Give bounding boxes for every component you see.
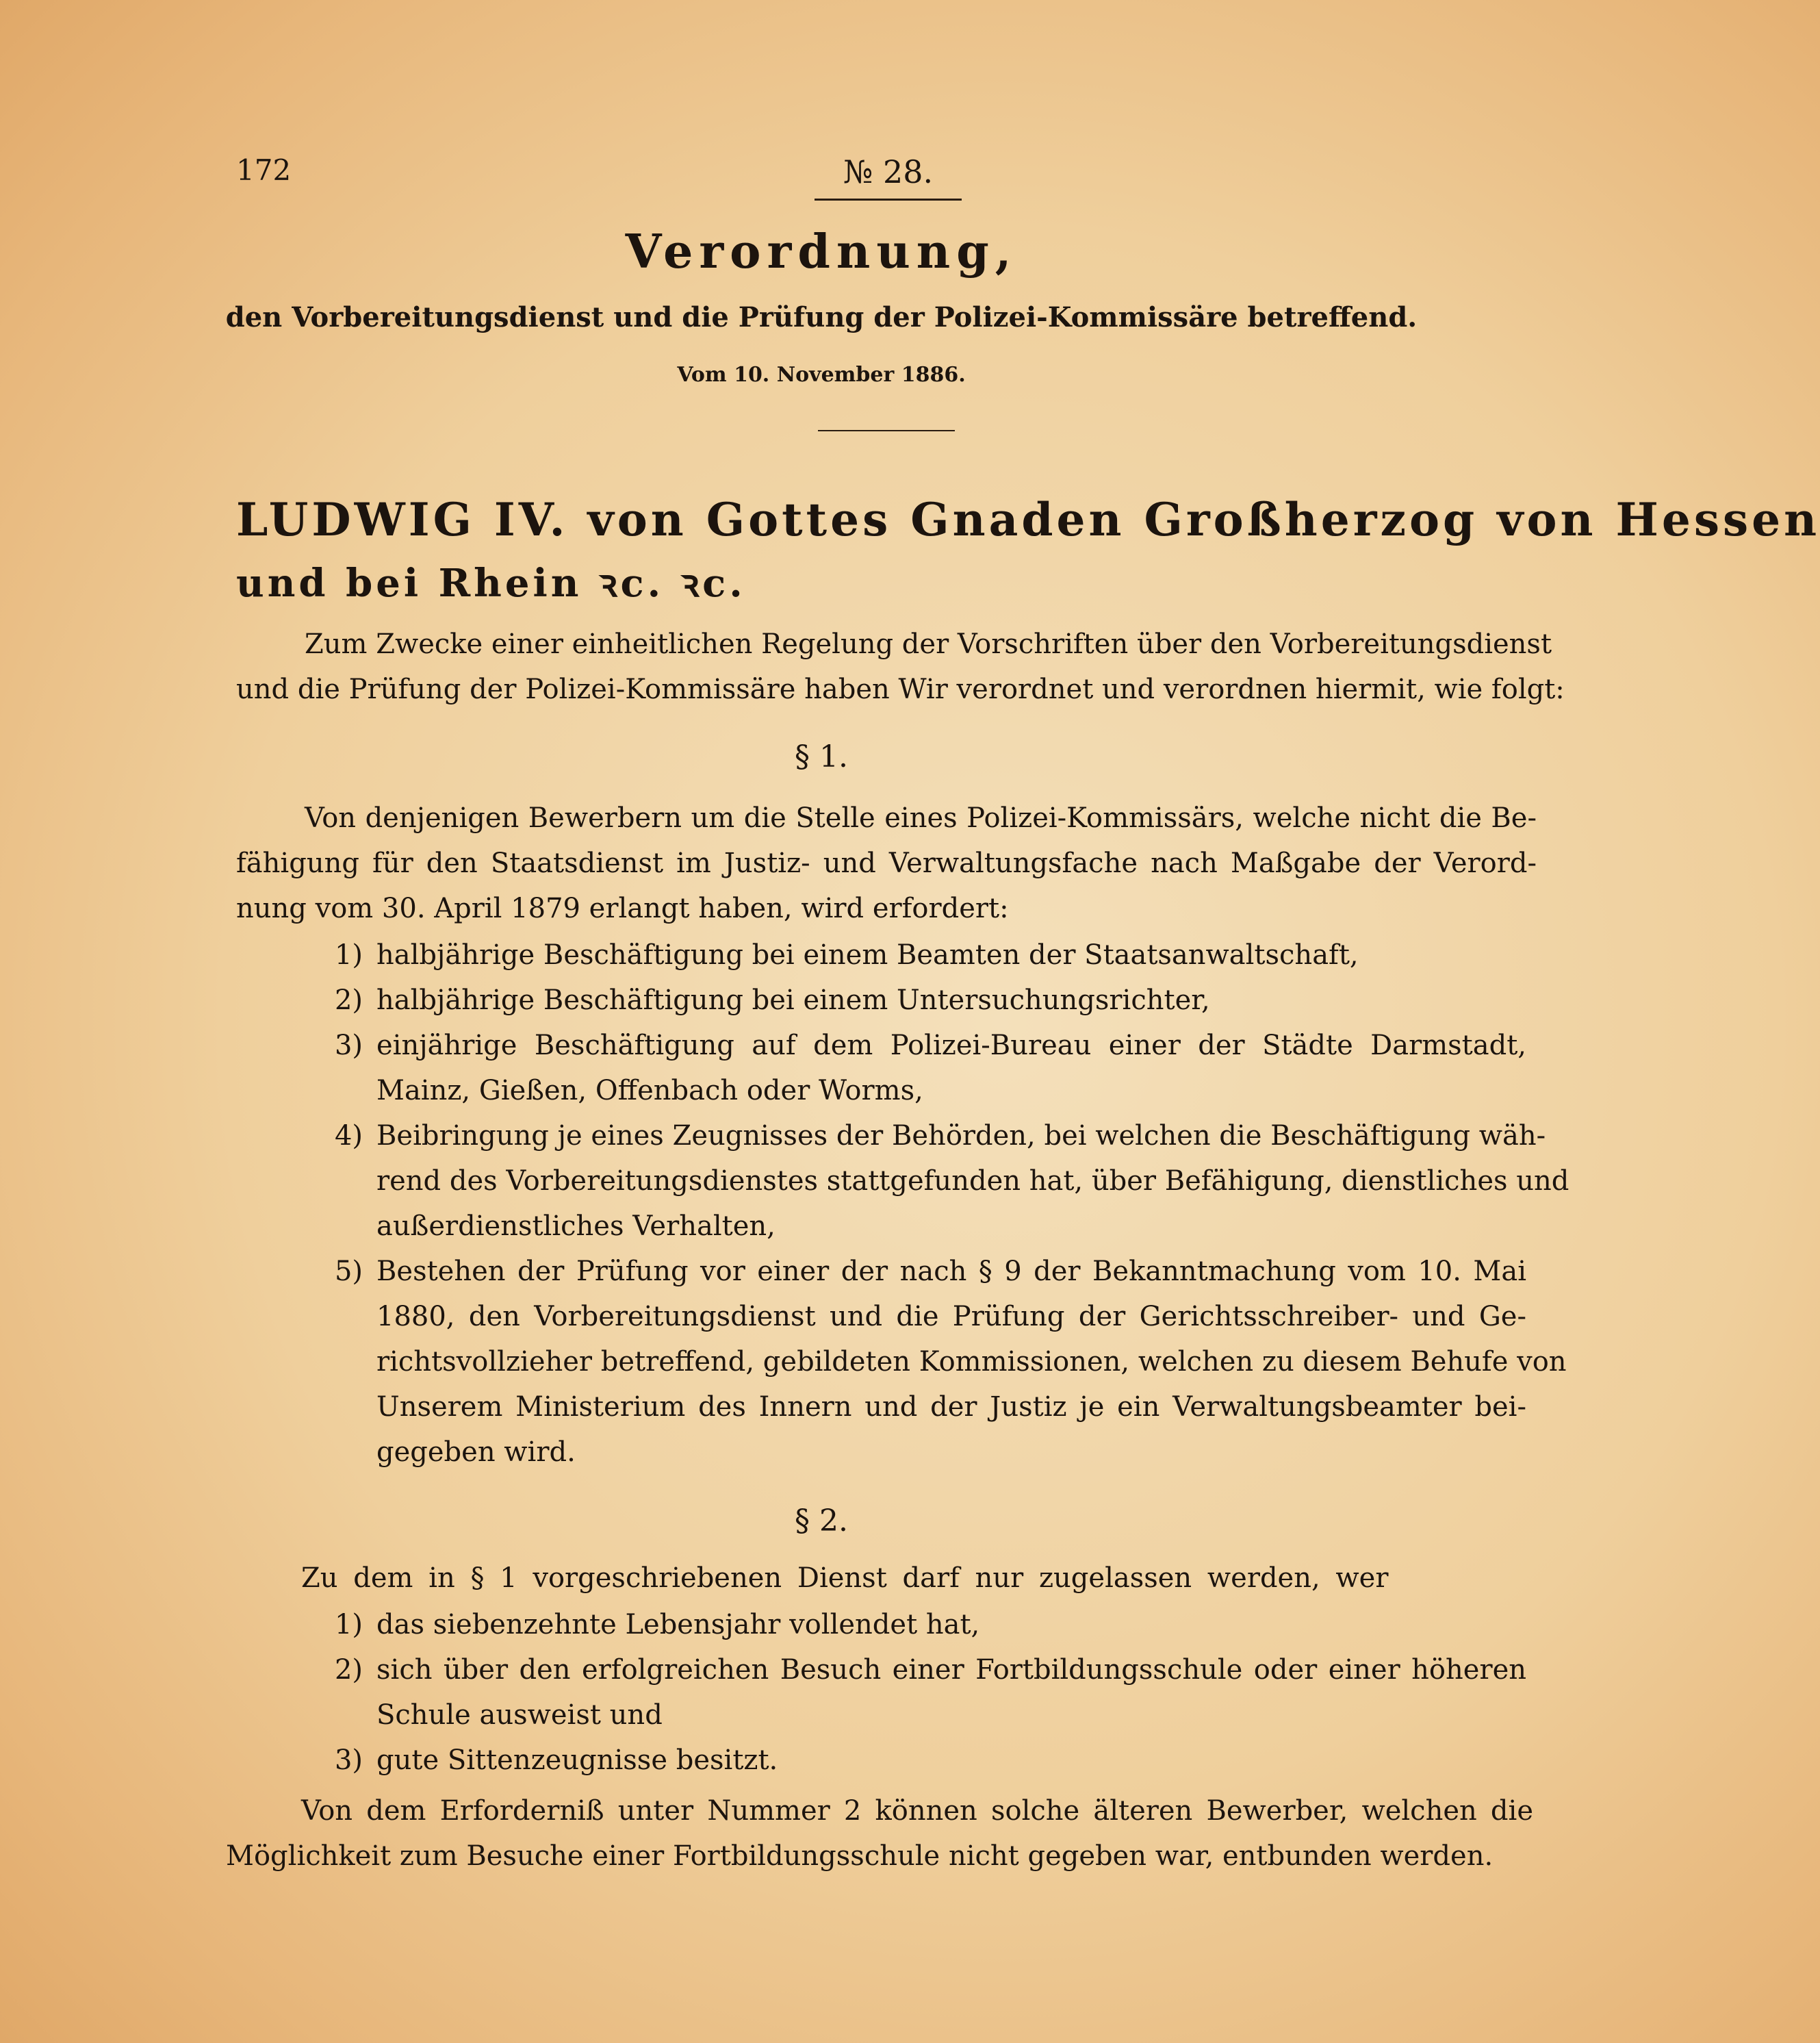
- item-number: 1): [334, 939, 363, 971]
- title-rule: [818, 430, 955, 431]
- item-number: 3): [334, 1030, 363, 1061]
- ruler-title-line1: LUDWIG IV. von Gottes Gnaden Großherzog von Hessen: [236, 493, 1820, 546]
- item-line: halbjährige Beschäftigung bei einem Untersuchungsrichter,: [376, 985, 1210, 1016]
- item-line: gute Sittenzeugnisse besitzt.: [376, 1744, 778, 1776]
- section-2-closing-cont: [226, 1833, 1494, 1879]
- item-line: halbjährige Beschäftigung bei einem Beamten der Staatsanwaltschaft,: [376, 939, 1359, 971]
- preamble: [305, 622, 1552, 667]
- item-number: 3): [334, 1744, 363, 1776]
- item-line: 1880, den Vorbereitungsdienst und die Prüfung der Gerichtsschreiber- und Ge-: [376, 1301, 1526, 1332]
- section-1-heading: § 1.: [795, 739, 848, 774]
- item-line: Mainz, Gießen, Offenbach oder Worms,: [376, 1075, 923, 1106]
- ordinance-number: № 28.: [843, 153, 934, 190]
- item-line: Schule ausweist und: [376, 1699, 663, 1731]
- document-date: Vom 10. November 1886.: [677, 363, 966, 387]
- item-number: 4): [334, 1120, 363, 1152]
- document-subtitle: den Vorbereitungsdienst und die Prüfung der Polizei-Kommissäre betreffend.: [225, 301, 1418, 333]
- item-number: 5): [334, 1256, 363, 1287]
- item-line: sich über den erfolgreichen Besuch einer Fortbildungsschule oder einer höheren: [376, 1654, 1526, 1686]
- item-number: 2): [334, 1654, 363, 1686]
- section-2-intro: [301, 1556, 1533, 1601]
- item-line: Beibringung je eines Zeugnisses der Behörden, bei welchen die Beschäftigung wäh-: [376, 1120, 1546, 1152]
- section-1-intro-line: nung vom 30. April 1879 erlangt haben, wird erfordert:: [236, 893, 1009, 924]
- preamble-line: Zum Zwecke einer einheitlichen Regelung der Vorschriften über den Vorbereitungsdienst: [305, 629, 1552, 660]
- document-title: Verordnung,: [625, 225, 1018, 279]
- section-2-heading: § 2.: [795, 1503, 848, 1538]
- item-number: 2): [334, 985, 363, 1016]
- page-number: 172: [236, 153, 292, 187]
- section-1-intro-line: Von denjenigen Bewerbern um die Stelle eines Polizei-Kommissärs, welche nicht die Be-: [305, 802, 1537, 834]
- ruler-title-line2: und bei Rhein ꝛc. ꝛc.: [236, 561, 746, 606]
- section-1-intro: [305, 796, 1537, 841]
- section-2-closing-line: Von dem Erforderniß unter Nummer 2 können solche älteren Bewerber, welchen die: [301, 1795, 1533, 1827]
- header-rule: [815, 199, 962, 201]
- item-line: Bestehen der Prüfung vor einer der nach § 9 der Bekanntmachung vom 10. Mai: [376, 1256, 1526, 1287]
- item-line: richtsvollzieher betreffend, gebildeten Kommissionen, welchen zu diesem Behufe von: [376, 1346, 1567, 1378]
- item-number: 1): [334, 1609, 363, 1640]
- section-2-closing: [301, 1788, 1533, 1833]
- section-2-closing-line: Möglichkeit zum Besuche einer Fortbildungsschule nicht gegeben war, entbunden werden.: [226, 1840, 1494, 1872]
- item-line: außerdienstliches Verhalten,: [376, 1210, 776, 1242]
- preamble-line: und die Prüfung der Polizei-Kommissäre haben Wir verordnet und verordnen hiermit, wie folgt:: [236, 674, 1565, 705]
- section-1-intro-line: fähigung für den Staatsdienst im Justiz- und Verwaltungsfache nach Maßgabe der Verord-: [236, 848, 1537, 879]
- item-line: einjährige Beschäftigung auf dem Polizei-Bureau einer der Städte Darmstadt,: [376, 1030, 1526, 1061]
- section-2-intro-line: Zu dem in § 1 vorgeschriebenen Dienst darf nur zugelassen werden, wer: [301, 1562, 1389, 1594]
- preamble-cont: [236, 667, 1565, 712]
- item-line: Unserem Ministerium des Innern und der Justiz je ein Verwaltungsbeamter bei-: [376, 1391, 1526, 1423]
- item-line: rend des Vorbereitungsdienstes stattgefunden hat, über Befähigung, dienstliches und: [376, 1165, 1569, 1197]
- item-line: das siebenzehnte Lebensjahr vollendet hat,: [376, 1609, 980, 1640]
- item-line: gegeben wird.: [376, 1436, 576, 1468]
- section-1-intro-cont: [236, 841, 1537, 931]
